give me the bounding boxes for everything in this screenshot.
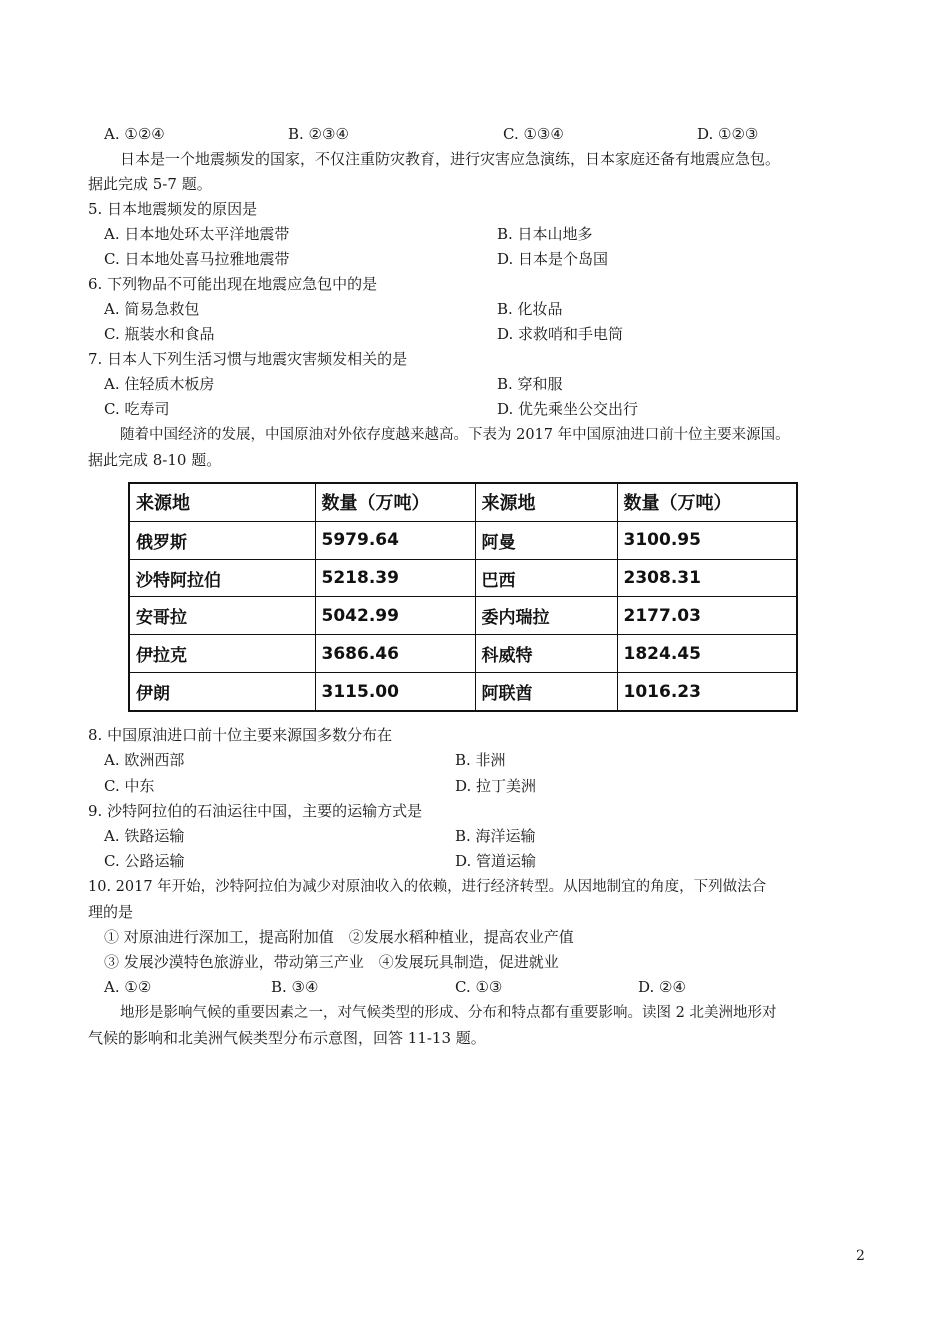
header-source-2: 来源地: [475, 483, 617, 521]
q10-option-c: C. ①③: [455, 978, 503, 996]
table-cell: 阿曼: [475, 521, 617, 559]
q8-option-a: A. 欧洲西部: [104, 751, 185, 769]
q9-option-a: A. 铁路运输: [104, 827, 185, 845]
table-row: [129, 597, 797, 635]
table-cell: 巴西: [475, 559, 617, 597]
question-10-stem-line1: 10. 2017 年开始，沙特阿拉伯为减少对原油收入的依赖，进行经济转型。从因地制宜的角度，下列做法合: [88, 879, 767, 895]
intro-8-10-line1: 随着中国经济的发展，中国原油对外依存度越来越高。下表为 2017 年中国原油进口前十位主要来源国。: [120, 427, 790, 443]
table-cell: 3686.46: [315, 635, 475, 673]
question-10-stem-line2: 理的是: [88, 903, 134, 921]
table-row: [129, 635, 797, 673]
intro-8-10-line2: 据此完成 8-10 题。: [88, 451, 222, 469]
q9-option-d: D. 管道运输: [455, 852, 537, 870]
table-row: [129, 673, 797, 711]
table-cell: 伊拉克: [129, 635, 315, 673]
header-source-1: 来源地: [129, 483, 315, 521]
question-9-stem: 9. 沙特阿拉伯的石油运往中国，主要的运输方式是: [88, 802, 423, 820]
q5-option-a: A. 日本地处环太平洋地震带: [104, 225, 290, 243]
q10-option-b: B. ③④: [271, 978, 319, 996]
table-row: [129, 521, 797, 559]
question-6-stem: 6. 下列物品不可能出现在地震应急包中的是: [88, 275, 378, 293]
table-cell: 3115.00: [315, 673, 475, 711]
q6-option-a: A. 简易急救包: [104, 300, 200, 318]
intro-11-13-line1: 地形是影响气候的重要因素之一，对气候类型的形成、分布和特点都有重要影响。读图 2 北美洲地形对: [120, 1005, 777, 1021]
q8-option-c: C. 中东: [104, 777, 155, 795]
q10-item-line2: ③ 发展沙漠特色旅游业，带动第三产业 ④发展玩具制造，促进就业: [104, 953, 559, 971]
q8-option-b: B. 非洲: [455, 751, 506, 769]
q9-option-c: C. 公路运输: [104, 852, 185, 870]
table-cell: 俄罗斯: [129, 521, 315, 559]
table-cell: 5979.64: [315, 521, 475, 559]
table-cell: 1824.45: [617, 635, 797, 673]
table-header-row: [129, 483, 797, 521]
table-cell: 2308.31: [617, 559, 797, 597]
table-cell: 阿联酋: [475, 673, 617, 711]
header-quantity-2: 数量（万吨）: [617, 483, 797, 521]
q7-option-c: C. 吃寿司: [104, 400, 170, 418]
option-b: B. ②③④: [288, 125, 349, 143]
table-cell: 科威特: [475, 635, 617, 673]
table-cell: 伊朗: [129, 673, 315, 711]
table-cell: 安哥拉: [129, 597, 315, 635]
table-cell: 沙特阿拉伯: [129, 559, 315, 597]
table-cell: 1016.23: [617, 673, 797, 711]
q5-option-d: D. 日本是个岛国: [497, 250, 609, 268]
table-row: [129, 559, 797, 597]
q9-option-b: B. 海洋运输: [455, 827, 536, 845]
intro-11-13-line2: 气候的影响和北美洲气候类型分布示意图，回答 11-13 题。: [88, 1029, 486, 1047]
q10-item-line1: ① 对原油进行深加工，提高附加值 ②发展水稻种植业，提高农业产值: [104, 928, 574, 946]
table-cell: 5218.39: [315, 559, 475, 597]
page-number: 2: [856, 1248, 865, 1264]
q6-option-d: D. 求救哨和手电筒: [497, 325, 624, 343]
q7-option-a: A. 住轻质木板房: [104, 375, 215, 393]
q7-option-d: D. 优先乘坐公交出行: [497, 400, 639, 418]
intro-5-7-line1: 日本是一个地震频发的国家，不仅注重防灾教育，进行灾害应急演练，日本家庭还备有地震应急包。: [120, 150, 781, 168]
q10-option-a: A. ①②: [104, 978, 152, 996]
question-5-stem: 5. 日本地震频发的原因是: [88, 200, 258, 218]
table-cell: 委内瑞拉: [475, 597, 617, 635]
q6-option-b: B. 化妆品: [497, 300, 563, 318]
q6-option-c: C. 瓶装水和食品: [104, 325, 215, 343]
intro-5-7-line2: 据此完成 5-7 题。: [88, 175, 212, 193]
question-8-stem: 8. 中国原油进口前十位主要来源国多数分布在: [88, 726, 393, 744]
q5-option-c: C. 日本地处喜马拉雅地震带: [104, 250, 290, 268]
oil-import-table: [128, 482, 798, 712]
q10-option-d: D. ②④: [638, 978, 686, 996]
q5-option-b: B. 日本山地多: [497, 225, 593, 243]
table-cell: 5042.99: [315, 597, 475, 635]
option-d: D. ①②③: [697, 125, 759, 143]
question-7-stem: 7. 日本人下列生活习惯与地震灾害频发相关的是: [88, 350, 408, 368]
header-quantity-1: 数量（万吨）: [315, 483, 475, 521]
table-cell: 2177.03: [617, 597, 797, 635]
option-c: C. ①③④: [503, 125, 564, 143]
q8-option-d: D. 拉丁美洲: [455, 777, 537, 795]
option-a: A. ①②④: [104, 125, 165, 143]
q7-option-b: B. 穿和服: [497, 375, 563, 393]
table-cell: 3100.95: [617, 521, 797, 559]
